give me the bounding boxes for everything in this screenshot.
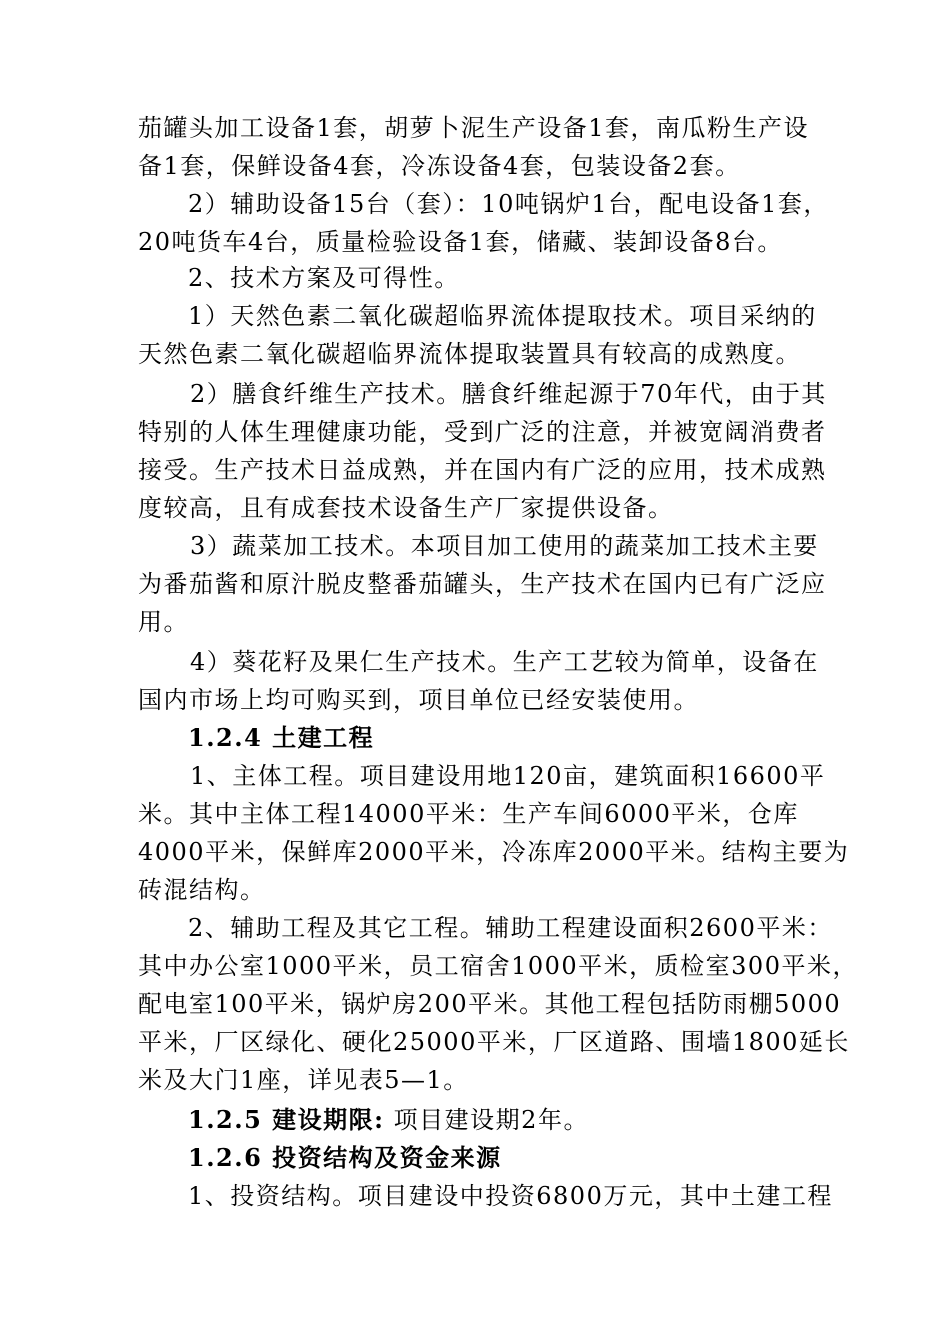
text-line: 2）膳食纤维生产技术。膳食纤维起源于70年代，由于其 — [190, 380, 827, 408]
text-line: 4）葵花籽及果仁生产技术。生产工艺较为简单，设备在 — [190, 648, 819, 676]
text-line: 1、投资结构。项目建设中投资6800万元，其中土建工程 — [188, 1182, 833, 1210]
text-line: 特别的人体生理健康功能，受到广泛的注意，并被宽阔消费者 — [138, 418, 827, 446]
text-line: 2）辅助设备15台（套）：10吨锅炉1台，配电设备1套， — [188, 190, 829, 218]
section-125 — [188, 1104, 589, 1136]
text-line: 接受。生产技术日益成熟，并在国内有广泛的应用，技术成熟 — [138, 456, 827, 484]
section-heading-124: 1.2.4 土建工程 — [188, 723, 375, 752]
text-line: 备1套，保鲜设备4套，冷冻设备4套，包装设备2套。 — [138, 152, 741, 180]
text-line: 国内市场上均可购买到，项目单位已经安装使用。 — [138, 686, 699, 714]
text-line: 2、技术方案及可得性。 — [188, 264, 460, 292]
section-heading-126: 1.2.6 投资结构及资金来源 — [188, 1143, 502, 1172]
text-line: 天然色素二氧化碳超临界流体提取装置具有较高的成熟度。 — [138, 340, 801, 368]
text-line: 为番茄酱和原汁脱皮整番茄罐头，生产技术在国内已有广泛应 — [138, 570, 827, 598]
section-125-text: 项目建设期2年。 — [393, 1106, 589, 1134]
text-line: 配电室100平米，锅炉房200平米。其他工程包括防雨棚5000 — [138, 990, 842, 1018]
text-line: 茄罐头加工设备1套，胡萝卜泥生产设备1套，南瓜粉生产设 — [138, 114, 810, 142]
text-line: 平米，厂区绿化、硬化25000平米，厂区道路、围墙1800延长 — [138, 1028, 850, 1056]
text-line: 砖混结构。 — [138, 876, 266, 904]
text-line: 1）天然色素二氧化碳超临界流体提取技术。项目采纳的 — [188, 302, 817, 330]
text-line: 度较高，且有成套技术设备生产厂家提供设备。 — [138, 494, 674, 522]
text-line: 用。 — [138, 608, 189, 636]
text-line: 米。其中主体工程14000平米：生产车间6000平米，仓库 — [138, 800, 799, 828]
text-line: 1、主体工程。项目建设用地120亩，建筑面积16600平 — [190, 762, 826, 790]
text-line: 2、辅助工程及其它工程。辅助工程建设面积2600平米： — [188, 914, 833, 942]
text-line: 3）蔬菜加工技术。本项目加工使用的蔬菜加工技术主要 — [190, 532, 819, 560]
section-heading-125: 1.2.5 建设期限: — [188, 1105, 385, 1134]
text-line: 4000平米，保鲜库2000平米，冷冻库2000平米。结构主要为 — [138, 838, 850, 866]
text-line: 米及大门1座，详见表5—1。 — [138, 1066, 469, 1094]
text-line: 20吨货车4台，质量检验设备1套，储藏、装卸设备8台。 — [138, 228, 783, 256]
text-line: 其中办公室1000平米，员工宿舍1000平米，质检室300平米， — [138, 952, 858, 980]
